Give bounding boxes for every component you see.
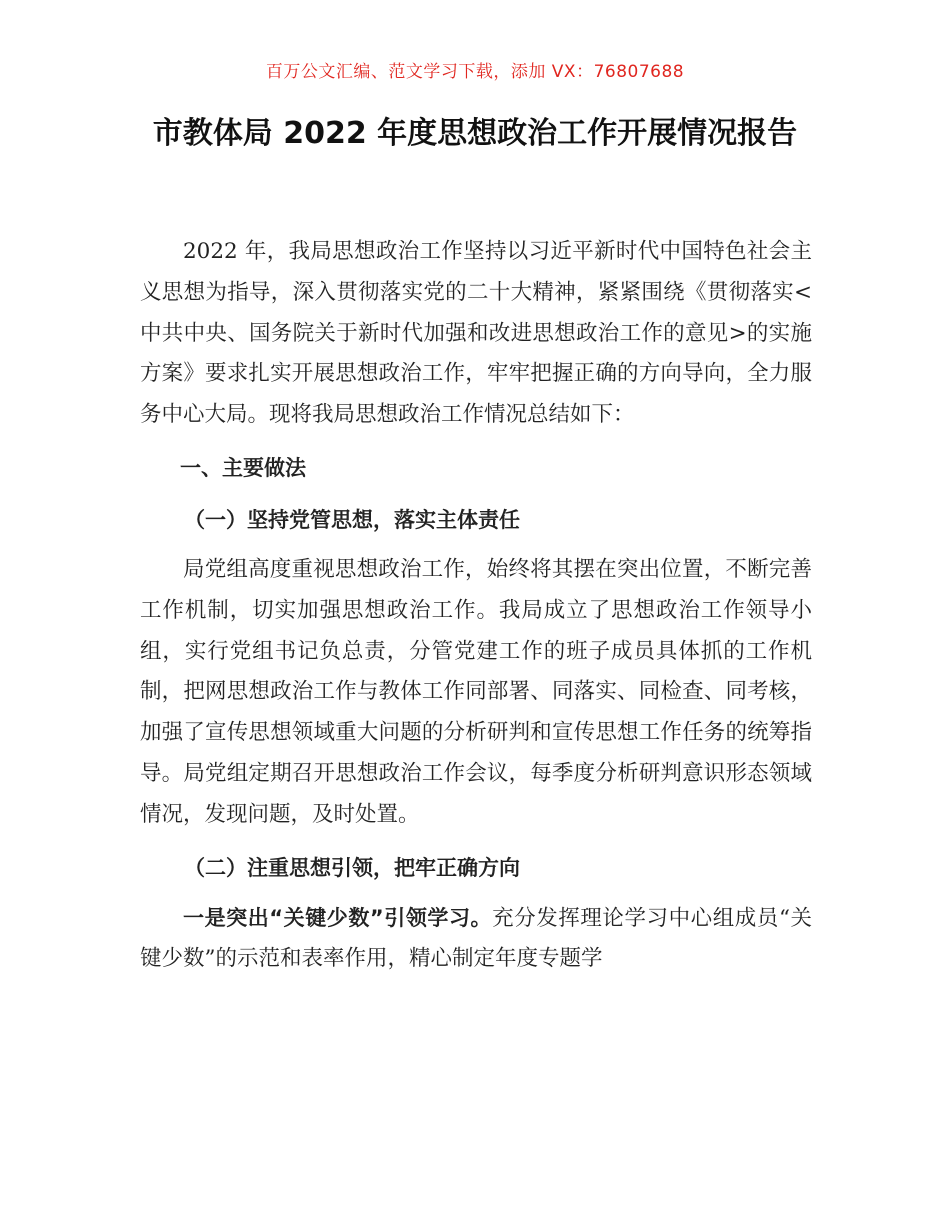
- watermark-text: 百万公文汇编、范文学习下载，添加 VX：76807688: [265, 62, 685, 82]
- intro-paragraph: 2022 年，我局思想政治工作坚持以习近平新时代中国特色社会主义思想为指导，深入贯彻落实党的二十大精神，紧紧围绕《贯彻落实<中共中央、国务院关于新时代加强和改进思想政治工作的意见>的实施方案》要求扎实开展思想政治工作，牢牢把握正确的方向导向，全力服务中心大局。现将我局思想政治工作情况总结如下：: [140, 239, 812, 428]
- subsection-2-paragraph: [140, 898, 812, 981]
- subsection-heading-2: （二）注重思想引领，把牢正确方向: [184, 855, 520, 880]
- document-body: [140, 232, 812, 980]
- section-heading-main-practices: 一、主要做法: [180, 455, 306, 480]
- subsection-2-lead: 一是突出“关键少数”引领学习。: [183, 905, 493, 930]
- subsection-1-paragraph: 局党组高度重视思想政治工作，始终将其摆在突出位置，不断完善工作机制，切实加强思想政治工作。我局成立了思想政治工作领导小组，实行党组书记负总责，分管党建工作的班子成员具体抓的工作机制，把网思想政治工作与教体工作同部署、同落实、同检查、同考核，加强了宣传思想领域重大问题的分析研判和宣传思想工作任务的统筹指导。局党组定期召开思想政治工作会议，每季度分析研判意识形态领域情况，发现问题，及时处置。: [140, 556, 812, 827]
- document-title: 市教体局 2022 年度思想政治工作开展情况报告: [152, 116, 798, 151]
- subsection-2-text: 充分发挥理论学习中心组成员“关键少数”的示范和表率作用，精心制定年度专题学: [140, 905, 812, 972]
- subsection-heading-1: （一）坚持党管思想，落实主体责任: [184, 507, 520, 532]
